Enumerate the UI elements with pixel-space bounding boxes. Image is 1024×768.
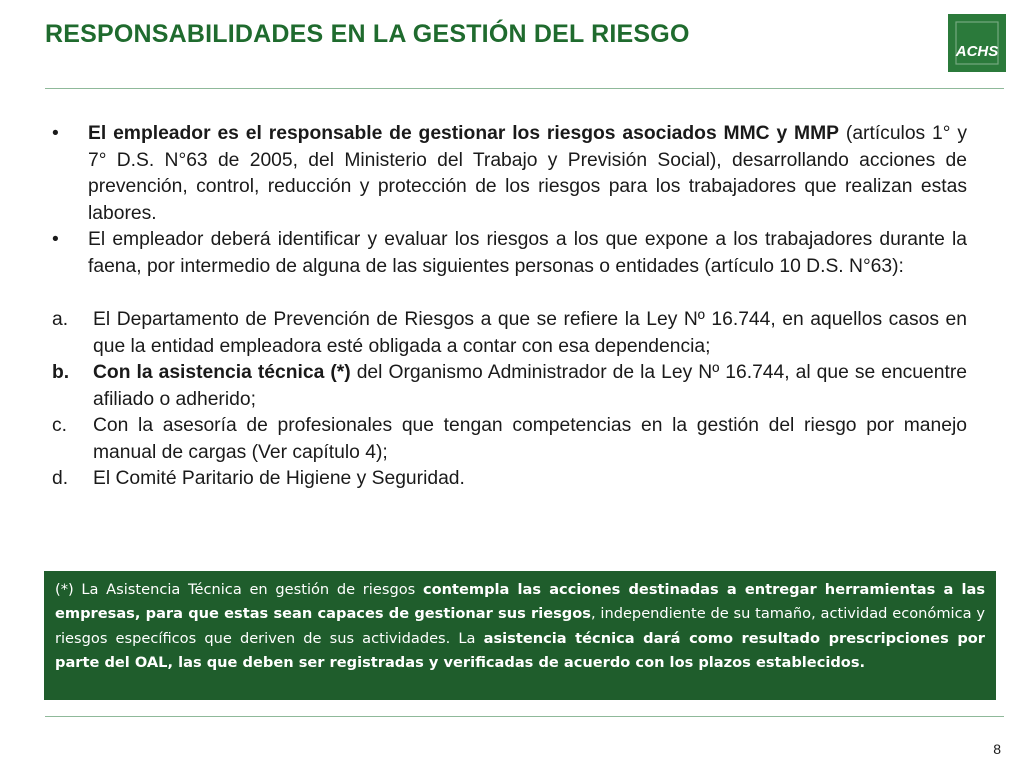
spacer <box>52 280 967 307</box>
option-item-d <box>52 466 967 493</box>
option-item-c <box>52 413 967 466</box>
bullet-plain-text: (artículos 1° y 7° D.S. N°63 de 2005, del Ministerio del Trabajo y Previsión Social), desarrollando acciones de prevención, control, reducción y protección de los riesgos para los trabajadores que realizan estas labores. <box>88 123 967 224</box>
header-divider <box>45 88 1004 89</box>
note-text-1: (*) La Asistencia Técnica en gestión de riesgos <box>55 581 423 598</box>
option-bold-text: Con la asistencia técnica (*) <box>93 362 351 383</box>
page-number: 8 <box>993 741 1001 757</box>
option-item-b <box>52 360 967 413</box>
option-marker: a. <box>52 309 69 330</box>
option-marker: d. <box>52 468 69 489</box>
slide-title: RESPONSABILIDADES EN LA GESTIÓN DEL RIESGO <box>45 20 690 48</box>
option-marker: c. <box>52 415 67 436</box>
achs-logo-text: ACHS <box>955 43 999 60</box>
bullet-item-2 <box>52 227 967 280</box>
option-item-a <box>52 307 967 360</box>
option-text: El Departamento de Prevención de Riesgos a que se refiere la Ley Nº 16.744, en aquellos casos en que la entidad empleadora esté obligada a contar con esa dependencia; <box>93 309 967 357</box>
bullet-bold-text: El empleador es el responsable de gestionar los riesgos asociados MMC y MMP <box>88 123 840 144</box>
note-bold-1: contempla las acciones destinadas a entregar herramientas a las empresas, para que estas sean capaces de gestionar sus riesgos <box>55 581 985 623</box>
achs-logo <box>948 14 1006 72</box>
bullet-text: El empleador deberá identificar y evaluar los riesgos a los que expone a los trabajadores durante la faena, por intermedio de alguna de las siguientes personas o entidades (artículo 10 D.S. N°63): <box>88 229 967 277</box>
note-bold-2: asistencia técnica dará como resultado prescripciones por parte del OAL, las que deben ser registradas y verificadas de acuerdo con los plazos establecidos. <box>55 629 985 671</box>
technical-assistance-note <box>44 571 996 700</box>
achs-logo-mark <box>952 18 1002 68</box>
slide-body <box>52 121 967 493</box>
option-plain-text: del Organismo Administrador de la Ley Nº 16.744, al que se encuentre afiliado o adherido; <box>93 362 967 410</box>
bullet-item-1 <box>52 121 967 227</box>
option-text: Con la asesoría de profesionales que tengan competencias en la gestión del riesgo por manejo manual de cargas (Ver capítulo 4); <box>93 415 967 463</box>
bullet-text <box>88 121 967 227</box>
option-text: El Comité Paritario de Higiene y Seguridad. <box>93 468 465 489</box>
option-text <box>93 360 967 413</box>
option-marker: b. <box>52 362 70 383</box>
footer-divider <box>45 716 1004 717</box>
note-text-2: , independiente de su tamaño, actividad económica y riesgos específicos que deriven de sus actividades. La <box>55 605 985 647</box>
bullet-marker: • <box>52 229 59 250</box>
bullet-marker: • <box>52 123 59 144</box>
